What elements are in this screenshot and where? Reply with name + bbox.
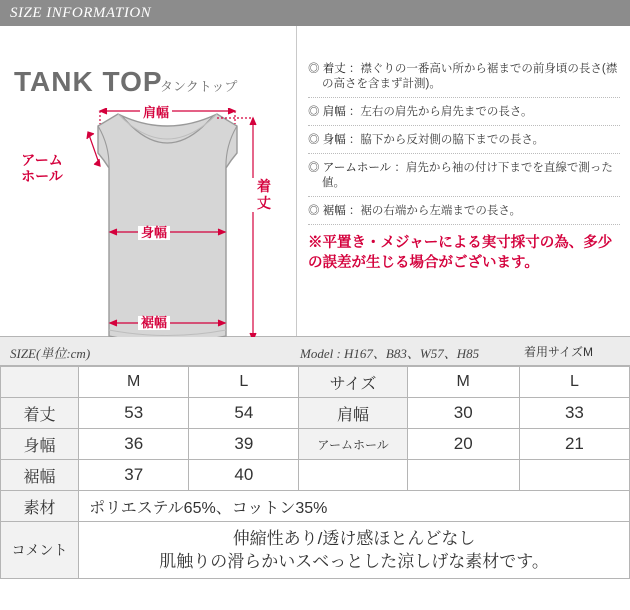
label-shoulder-width: 肩幅 [140,106,172,120]
material-row [1,491,630,522]
note-item: ◎ 身幅 ：脇下から反対側の脇下までの長さ。 [308,134,544,146]
note-item: ◎ 肩幅 ：左右の肩先から肩先までの長さ。 [308,106,533,118]
header-l-right: L [519,367,629,398]
comment-line-2: 肌触りの滑らかいスベっとした涼しげな素材です。 [159,552,549,571]
garment-type-subtitle: タンクトップ [160,79,238,94]
size-unit-label: SIZE(単位:cm) [10,346,91,361]
note-text: 左右の肩先から肩先までの長さ。 [360,106,533,118]
header-size: サイズ [299,367,407,398]
header-m-left: M [79,367,189,398]
model-spec: Model : H167、B83、W57、H85 [300,346,480,361]
label-bust-width: 身幅 [138,226,170,240]
note-item: ◎ 裾幅 ：裾の右端から左端までの長さ。 [308,205,521,217]
note-term: アームホール [322,162,392,174]
row-label-material: 素材 [1,491,79,522]
cell-shoulder-l: 33 [519,398,629,429]
header-m-right: M [407,367,519,398]
row-label-comment: コメント [1,522,79,579]
row-label-armhole: アームホール [299,429,407,460]
note-mark: ◎ [308,205,320,217]
table-row [1,460,630,491]
note-divider [308,125,620,126]
note-text: 裾の右端から左端までの長さ。 [360,205,521,217]
row-label-shoulder: 肩幅 [299,398,407,429]
cell-empty-1 [299,460,407,491]
model-wearing-size: 着用サイズM [524,345,594,359]
note-text: 襟ぐりの一番高い所から裾までの前身頃の長さ(襟の高さを含まず計測)。 [322,63,618,90]
header-l-left: L [189,367,299,398]
vertical-divider [296,26,297,336]
note-divider [308,153,620,154]
size-table [0,366,630,579]
cell-armhole-l: 21 [519,429,629,460]
table-row [1,398,630,429]
note-term: 着丈 [322,63,346,75]
cell-bust-m: 36 [79,429,189,460]
cell-hem-m: 37 [79,460,189,491]
material-value: ポリエステル65%、コットン35% [79,491,630,522]
cell-shoulder-m: 30 [407,398,519,429]
row-label-length: 着丈 [1,398,79,429]
label-armhole [12,152,72,184]
cell-bust-l: 39 [189,429,299,460]
row-label-hem: 裾幅 [1,460,79,491]
note-mark: ◎ [308,162,320,174]
note-divider [308,224,620,225]
empty-corner-cell [1,367,79,398]
label-length: 着 丈 [252,178,276,212]
row-label-bust: 身幅 [1,429,79,460]
cell-empty-2 [407,460,519,491]
illustration-section [0,26,630,337]
measurement-notes [308,62,620,273]
note-term: 裾幅 [322,205,346,217]
cell-length-m: 53 [79,398,189,429]
note-term: 身幅 [322,134,346,146]
note-mark: ◎ [308,106,320,118]
label-armhole-line2: ホール [21,168,63,184]
table-header-row [1,367,630,398]
page-header: SIZE INFORMATION [0,0,630,26]
cell-armhole-m: 20 [407,429,519,460]
garment-type-title: TANK TOP [14,66,163,97]
note-text: 脇下から反対側の脇下までの長さ。 [360,134,544,146]
table-row [1,429,630,460]
comment-value [79,522,630,579]
note-divider [308,196,620,197]
cell-hem-l: 40 [189,460,299,491]
note-item: ◎ 着丈 ：襟ぐりの一番高い所から裾までの前身頃の長さ(襟の高さを含まず計測)。 [308,63,618,90]
note-term: 肩幅 [322,106,346,118]
size-unit-bar [0,337,630,366]
comment-line-1: 伸縮性あり/透け感ほとんどなし [232,529,476,548]
label-hem-width: 裾幅 [138,316,170,330]
cell-empty-3 [519,460,629,491]
note-divider [308,97,620,98]
cell-length-l: 54 [189,398,299,429]
note-mark: ◎ [308,134,320,146]
measurement-warning: ※平置き・メジャーによる実寸採寸の為、多少の誤差が生じる場合がございます。 [308,235,613,271]
note-item: ◎ アームホール ：肩先から袖の付け下までを直線で測った値。 [308,162,613,189]
note-text: 肩先から袖の付け下までを直線で測った値。 [322,162,613,189]
label-armhole-line1: アーム [21,152,63,168]
note-mark: ◎ [308,63,320,75]
comment-row [1,522,630,579]
